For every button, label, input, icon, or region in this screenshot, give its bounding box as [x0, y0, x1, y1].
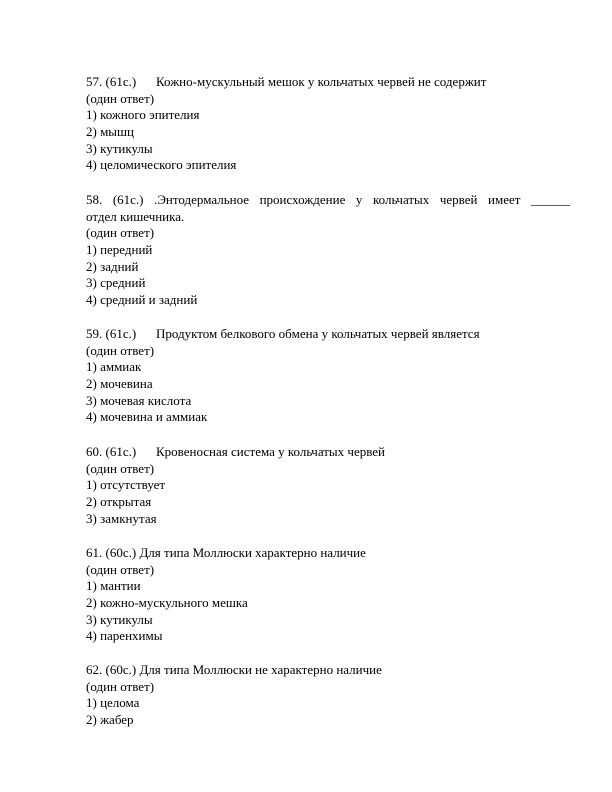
answer-option: 2) жабер	[86, 712, 134, 728]
question-number: 59. (61с.)	[86, 326, 137, 341]
question-text: Кожно-мускульный мешок у кольчатых червей не содержит	[156, 74, 487, 89]
answer-option: 2) открытая	[86, 494, 152, 510]
answer-note: (один ответ)	[86, 225, 155, 241]
answer-option: 1) мантии	[86, 578, 141, 594]
answer-option: 4) целомического эпителия	[86, 157, 237, 173]
answer-note: (один ответ)	[86, 460, 155, 476]
question-59	[86, 326, 570, 426]
question-number: 60. (61с.)	[86, 444, 137, 459]
answer-option: 1) отсутствует	[86, 477, 166, 493]
question-text: Кровеносная система у кольчатых червей	[156, 444, 386, 459]
question-text: .Энтодермальное происхождение у кольчатых червей имеет ______	[154, 192, 571, 207]
answer-option: 3) кутикулы	[86, 611, 153, 627]
question-61	[86, 545, 570, 645]
answer-option: 3) мочевая кислота	[86, 392, 192, 408]
answer-option: 3) замкнутая	[86, 510, 157, 526]
answer-option: 4) средний и задний	[86, 292, 198, 308]
answer-option: 3) кутикулы	[86, 140, 153, 156]
answer-note: (один ответ)	[86, 342, 155, 358]
question-header	[86, 545, 570, 562]
answer-option: 3) средний	[86, 275, 146, 291]
answer-option: 2) мышц	[86, 124, 135, 140]
question-header	[86, 74, 570, 91]
answer-option: 2) кожно-мускульного мешка	[86, 595, 248, 611]
question-number: 61. (60с.)	[86, 545, 137, 560]
question-header	[86, 192, 570, 209]
question-62	[86, 662, 570, 729]
answer-option: 1) кожного эпителия	[86, 107, 200, 123]
answer-option: 4) паренхимы	[86, 628, 163, 644]
answer-option: 1) целома	[86, 695, 140, 711]
question-text: Продуктом белкового обмена у кольчатых червей является	[156, 326, 480, 341]
question-number: 62. (60с.)	[86, 662, 137, 677]
question-header	[86, 662, 570, 679]
answer-option: 1) передний	[86, 242, 153, 258]
question-header	[86, 444, 570, 461]
question-57	[86, 74, 570, 174]
answer-note: (один ответ)	[86, 561, 155, 577]
answer-option: 2) мочевина	[86, 376, 153, 392]
answer-option: 1) аммиак	[86, 359, 142, 375]
question-text-continued: отдел кишечника.	[86, 208, 185, 224]
answer-note: (один ответ)	[86, 90, 155, 106]
answer-option: 4) мочевина и аммиак	[86, 409, 208, 425]
question-text: Для типа Моллюски не характерно наличие	[139, 662, 382, 677]
question-60	[86, 444, 570, 527]
question-58	[86, 192, 570, 309]
question-number: 57. (61с.)	[86, 74, 137, 89]
answer-option: 2) задний	[86, 258, 139, 274]
question-text: Для типа Моллюски характерно наличие	[139, 545, 366, 560]
question-header	[86, 326, 570, 343]
question-number: 58. (61с.)	[86, 192, 144, 207]
answer-note: (один ответ)	[86, 678, 155, 694]
